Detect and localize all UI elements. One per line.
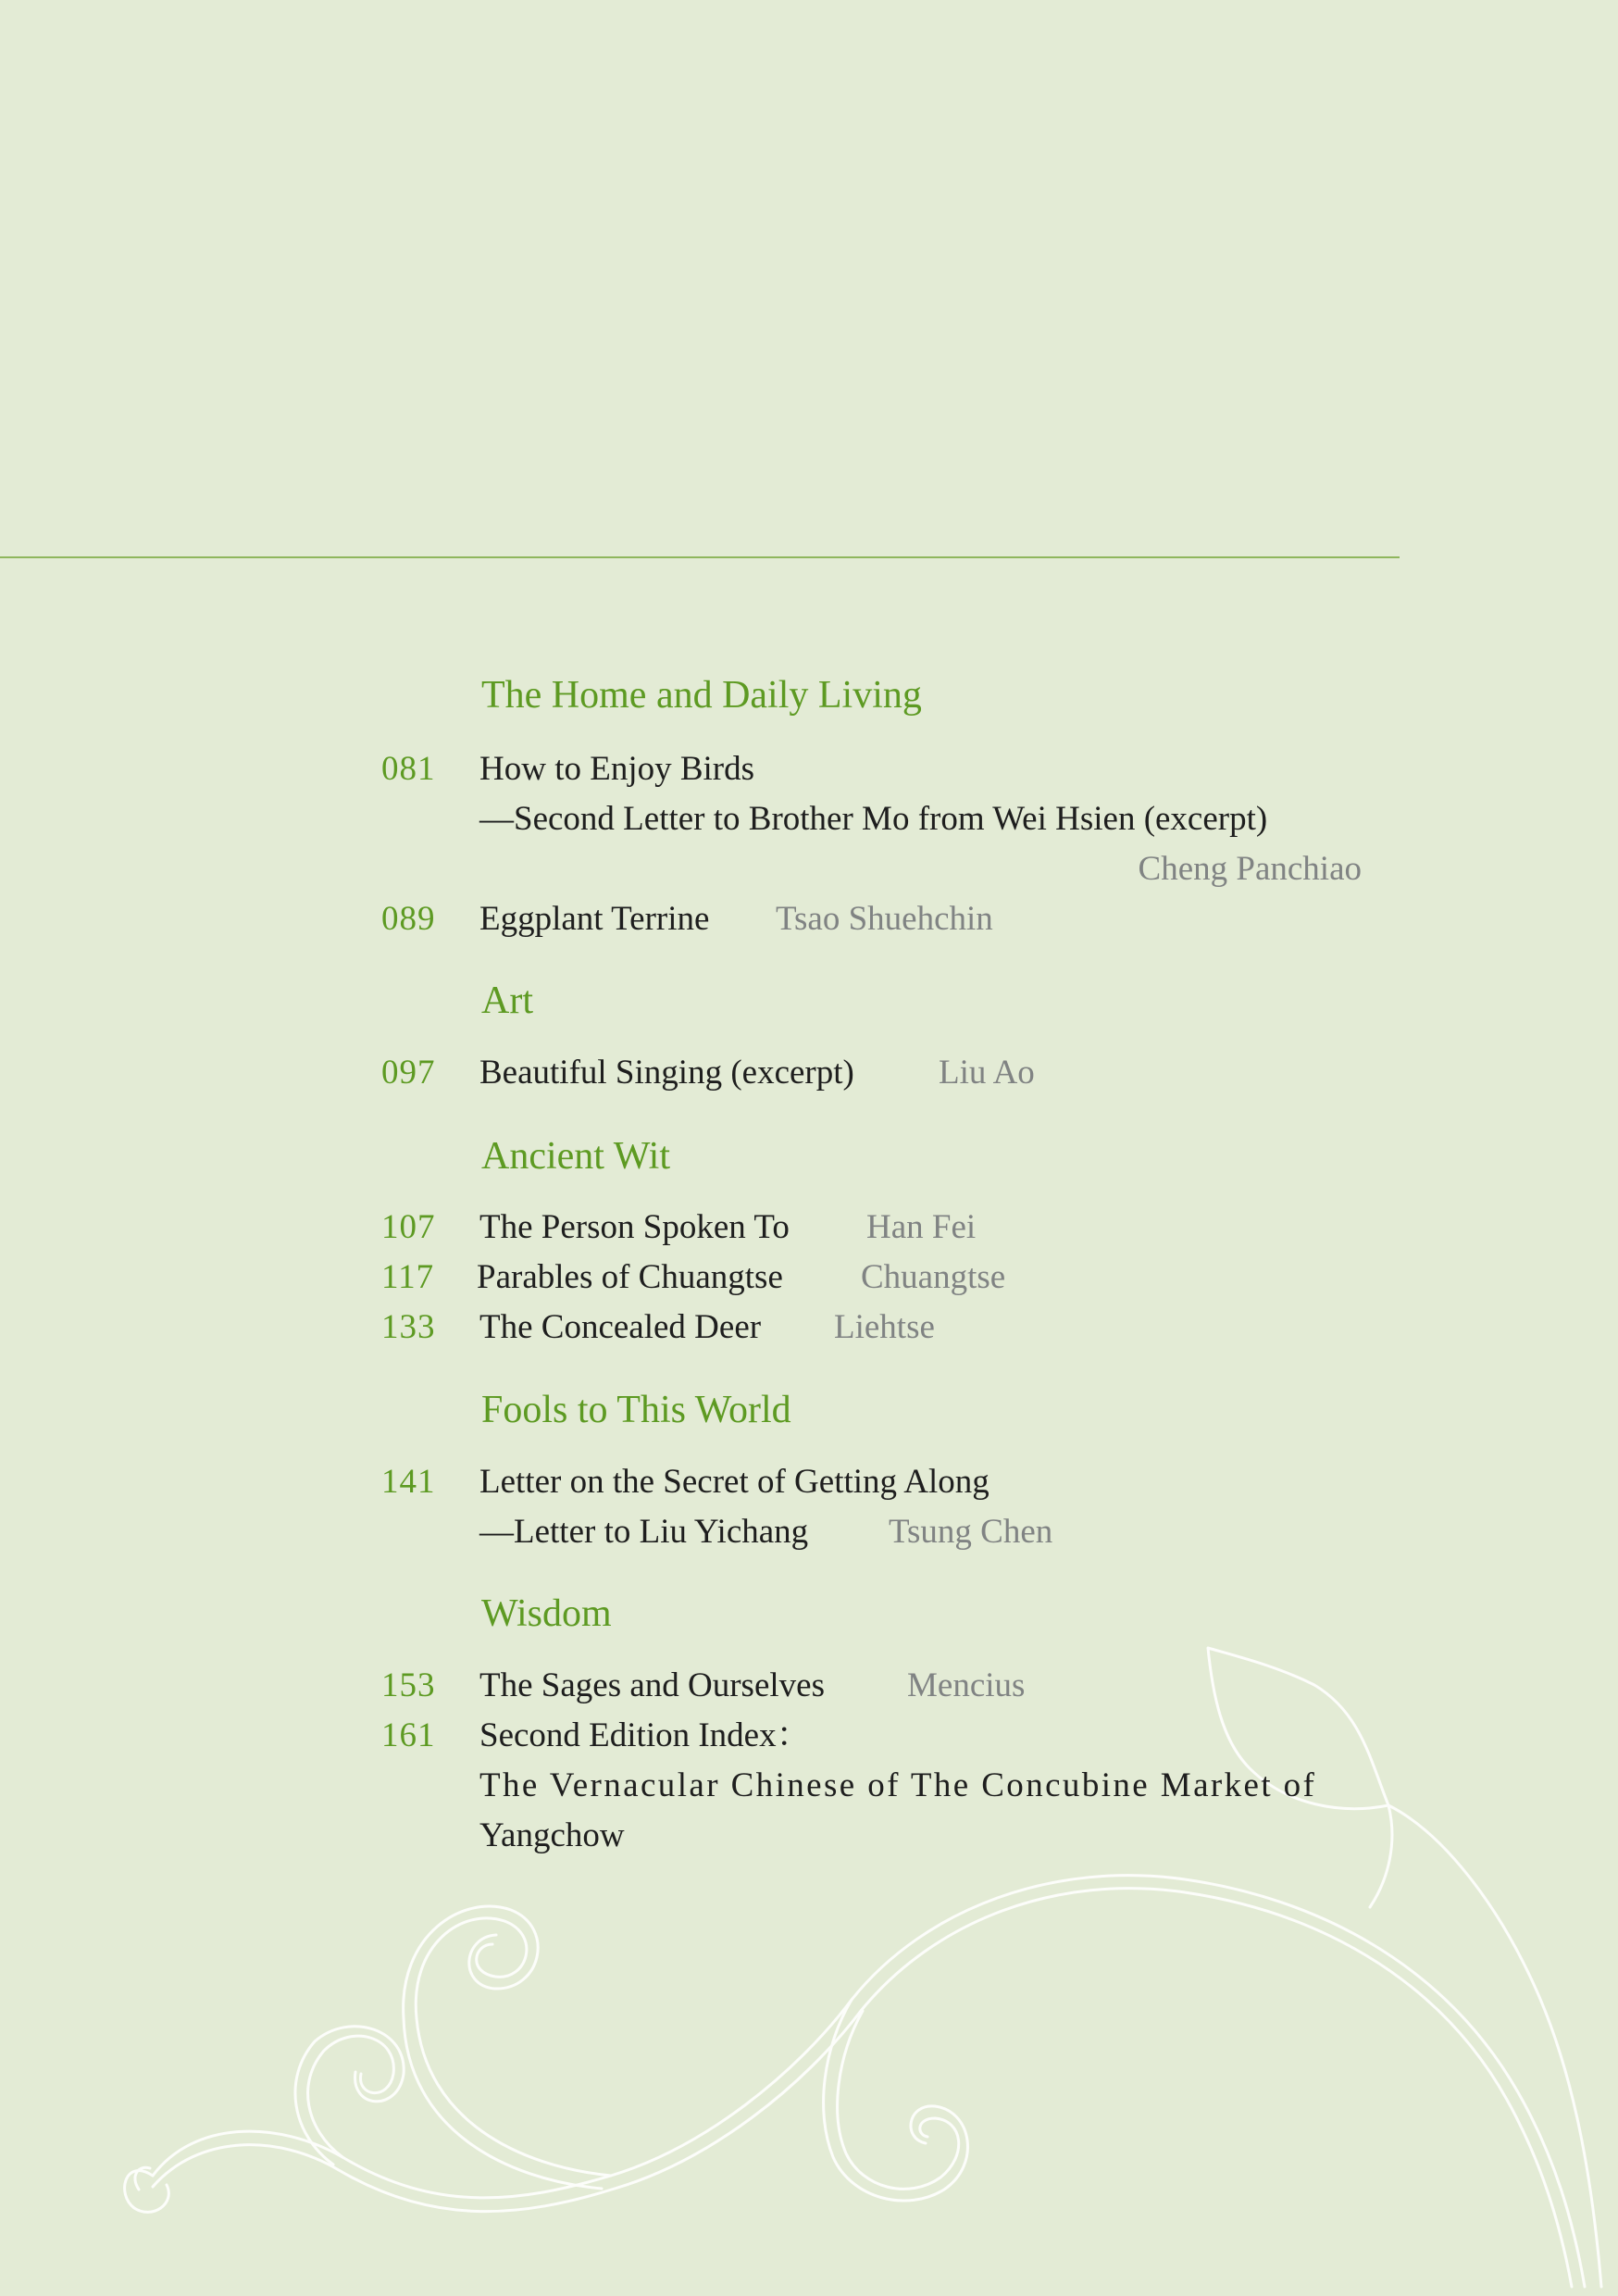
entry-author: Cheng Panchiao [1138, 850, 1362, 888]
section-heading-fools: Fools to This World [481, 1389, 791, 1431]
section-heading-art: Art [481, 980, 533, 1022]
entry-author: Mencius [907, 1666, 1026, 1704]
entry-author: Tsao Shuehchin [776, 900, 993, 938]
page-number: 153 [381, 1666, 436, 1704]
entry-title: Parables of Chuangtse [477, 1258, 783, 1296]
entry-subtitle: The Vernacular Chinese of The Concubine Market of [479, 1766, 1317, 1804]
entry-subtitle: —Letter to Liu Yichang [479, 1513, 809, 1551]
page-number: 107 [381, 1208, 436, 1246]
entry-author: Han Fei [866, 1208, 977, 1246]
entry-title: The Concealed Deer [479, 1308, 762, 1346]
entry-title: Letter on the Secret of Getting Along [479, 1463, 989, 1501]
entry-subtitle: —Second Letter to Brother Mo from Wei Hsien (excerpt) [479, 800, 1268, 838]
page-number: 117 [381, 1258, 435, 1296]
page-number: 081 [381, 750, 436, 788]
page-number: 133 [381, 1308, 436, 1346]
entry-title: Eggplant Terrine [479, 900, 710, 938]
entry-author: Liu Ao [939, 1054, 1035, 1092]
entry-title: Second Edition Index： [479, 1716, 811, 1754]
entry-title: The Sages and Ourselves [479, 1666, 825, 1704]
page-number: 141 [381, 1463, 436, 1501]
page-number: 089 [381, 900, 436, 938]
entry-title: Beautiful Singing (excerpt) [479, 1054, 854, 1092]
section-heading-wisdom: Wisdom [481, 1592, 612, 1635]
section-heading-home: The Home and Daily Living [481, 674, 922, 717]
entry-title: How to Enjoy Birds [479, 750, 755, 788]
entry-author: Chuangtse [861, 1258, 1006, 1296]
page-number: 097 [381, 1054, 436, 1092]
entry-title: The Person Spoken To [479, 1208, 790, 1246]
entry-subtitle-continued: Yangchow [479, 1816, 625, 1854]
page-number: 161 [381, 1716, 436, 1754]
entry-author: Liehtse [834, 1308, 935, 1346]
section-heading-ancient-wit: Ancient Wit [481, 1135, 670, 1178]
entry-author: Tsung Chen [889, 1513, 1053, 1551]
